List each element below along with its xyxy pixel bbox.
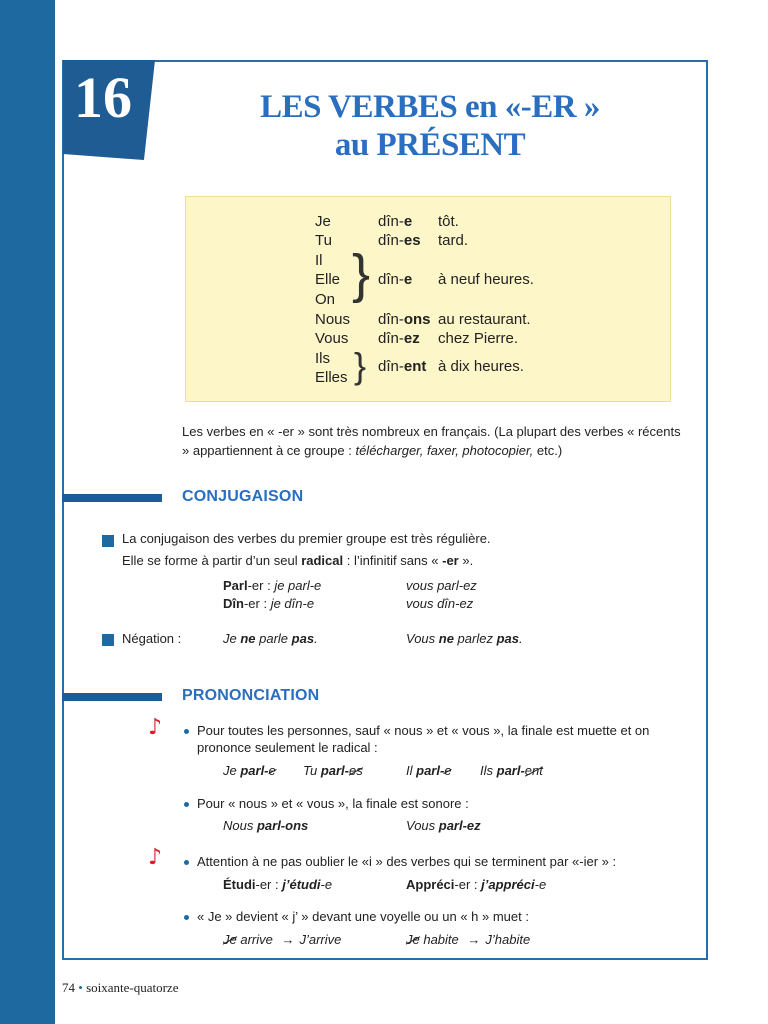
text: -er : bbox=[255, 877, 283, 892]
text: : l’infinitif sans « bbox=[343, 553, 443, 568]
page-frame bbox=[62, 60, 708, 960]
text: je parl-e bbox=[274, 578, 322, 593]
round-bullet bbox=[184, 729, 189, 734]
square-bullet bbox=[102, 634, 114, 646]
text: parl- bbox=[320, 763, 349, 778]
text: pas bbox=[496, 631, 519, 646]
verb-stem: dîn- bbox=[378, 213, 404, 230]
conj-verb bbox=[378, 330, 420, 347]
struck-ending: e bbox=[268, 763, 276, 778]
struck-ending: ent bbox=[524, 763, 543, 778]
text: Dîn bbox=[223, 596, 244, 611]
conj-verb bbox=[378, 232, 421, 249]
text: je dîn-e bbox=[270, 596, 315, 611]
pron-bullet-2-line: Pour « nous » et « vous », la finale est sonore : bbox=[197, 796, 469, 811]
verb-ending: es bbox=[403, 232, 421, 249]
struck-ending: e bbox=[444, 763, 452, 778]
example-apprecier bbox=[406, 877, 546, 892]
side-band bbox=[0, 0, 55, 1024]
section-heading-conjugaison: CONJUGAISON bbox=[182, 488, 304, 505]
conj-verb bbox=[378, 271, 412, 288]
round-bullet bbox=[184, 915, 189, 920]
text: -er : bbox=[247, 578, 275, 593]
text: ne bbox=[438, 631, 454, 646]
music-note-icon: ♪ bbox=[148, 715, 163, 740]
arrow-icon: → bbox=[281, 932, 295, 947]
text: ». bbox=[458, 553, 474, 568]
page-label: soixante-quatorze bbox=[86, 980, 179, 995]
example-nous-parlons bbox=[223, 818, 308, 833]
conj-pronoun: Nous bbox=[315, 311, 351, 328]
verb-stem: dîn- bbox=[378, 271, 404, 288]
conj-verb bbox=[378, 311, 431, 328]
section-heading-prononciation: PRONONCIATION bbox=[182, 687, 320, 704]
conjugaison-line-2 bbox=[122, 553, 473, 568]
conj-pronoun: Je bbox=[315, 213, 331, 230]
conj-pronoun: On bbox=[315, 291, 336, 308]
conj-pronoun: Elle bbox=[315, 271, 341, 288]
verb-ending: ez bbox=[403, 330, 420, 347]
example-jhabite bbox=[406, 932, 530, 947]
verb-ending: ons bbox=[403, 311, 431, 328]
text: . bbox=[518, 631, 523, 646]
negation-example-2 bbox=[406, 631, 523, 646]
text: Je bbox=[223, 763, 241, 778]
pron-bullet-3-line: Attention à ne pas oublier le «i » des verbes qui se terminent par «-ier » : bbox=[197, 854, 617, 869]
conj-verb bbox=[378, 213, 412, 230]
example-parler bbox=[223, 578, 321, 593]
text: parle bbox=[255, 631, 292, 646]
chapter-number: 16 bbox=[74, 65, 132, 130]
text: pas bbox=[291, 631, 315, 646]
conj-complement: tôt. bbox=[438, 213, 459, 230]
section-bar-conjugaison bbox=[62, 494, 162, 502]
conj-verb bbox=[378, 358, 426, 375]
text: -er : bbox=[243, 596, 271, 611]
text: Elle se forme à partir d’un seul bbox=[122, 553, 302, 568]
verb-ending: ent bbox=[403, 358, 427, 375]
silent-example bbox=[480, 763, 543, 778]
text: Je bbox=[223, 631, 241, 646]
text: parl-ons bbox=[256, 818, 309, 833]
conj-pronoun: Ils bbox=[315, 350, 330, 367]
page-title bbox=[160, 88, 700, 164]
text: ne bbox=[240, 631, 256, 646]
struck-pronoun: Je bbox=[406, 932, 420, 947]
text: j’appréci bbox=[481, 877, 535, 892]
text: j’étudi bbox=[282, 877, 321, 892]
text: Ils bbox=[480, 763, 497, 778]
text: Il bbox=[406, 763, 417, 778]
arrow-icon: → bbox=[467, 932, 481, 947]
text: parl-ez bbox=[438, 818, 481, 833]
text: -er : bbox=[454, 877, 482, 892]
text: Parl bbox=[223, 578, 248, 593]
conj-pronoun: Elles bbox=[315, 369, 348, 386]
text: J’habite bbox=[485, 932, 531, 947]
intro-part2: etc.) bbox=[533, 443, 563, 458]
verb-stem: dîn- bbox=[378, 232, 404, 249]
page-number: 74 bbox=[62, 980, 75, 995]
text: -e bbox=[534, 877, 547, 892]
text: Vous bbox=[406, 631, 439, 646]
verb-ending: e bbox=[403, 271, 413, 288]
pron-bullet-4-line: « Je » devient « j’ » devant une voyelle ou un « h » muet : bbox=[197, 909, 529, 924]
text: arrive bbox=[236, 932, 273, 947]
verb-stem: dîn- bbox=[378, 330, 404, 347]
text: vous parl-ez bbox=[406, 578, 477, 593]
conj-pronoun: Il bbox=[315, 252, 323, 269]
example-vous-dinez bbox=[406, 596, 473, 611]
ending-term: -er bbox=[442, 553, 459, 568]
example-etudier bbox=[223, 877, 332, 892]
page-footer bbox=[62, 980, 178, 996]
example-vous-parlez-2 bbox=[406, 818, 481, 833]
conj-pronoun: Vous bbox=[315, 330, 349, 347]
pron-bullet-1-line-1: Pour toutes les personnes, sauf « nous » et « vous », la finale est muette et on bbox=[197, 723, 650, 738]
title-line-2: au PRÉSENT bbox=[334, 127, 526, 163]
text: parlez bbox=[453, 631, 497, 646]
text: Appréci bbox=[406, 877, 455, 892]
brace-icon: } bbox=[354, 345, 367, 386]
text: -e bbox=[320, 877, 333, 892]
conj-pronoun: Tu bbox=[315, 232, 332, 249]
text: parl- bbox=[496, 763, 525, 778]
example-vous-parlez bbox=[406, 578, 477, 593]
verb-ending: e bbox=[403, 213, 413, 230]
text: vous dîn-ez bbox=[406, 596, 474, 611]
brace-icon: } bbox=[352, 244, 371, 304]
conj-complement: à neuf heures. bbox=[438, 271, 534, 288]
title-line-1: LES VERBES en «-ER » bbox=[260, 89, 600, 125]
text: Vous bbox=[406, 818, 439, 833]
text: parl- bbox=[416, 763, 445, 778]
text: parl- bbox=[240, 763, 269, 778]
round-bullet bbox=[184, 860, 189, 865]
round-bullet bbox=[184, 802, 189, 807]
conjugaison-line-1: La conjugaison des verbes du premier groupe est très régulière. bbox=[122, 531, 491, 546]
text: J’arrive bbox=[299, 932, 342, 947]
silent-example bbox=[406, 763, 452, 778]
negation-label: Négation : bbox=[122, 631, 182, 646]
intro-part1: Les verbes en « -er » sont très nombreux en français. (La plupart des verbes « récents » appartiennent à ce groupe : bbox=[182, 424, 681, 458]
square-bullet bbox=[102, 535, 114, 547]
conj-complement: à dix heures. bbox=[438, 358, 524, 375]
intro-examples: télécharger, faxer, photocopier, bbox=[355, 443, 534, 458]
intro-paragraph bbox=[182, 422, 682, 460]
verb-stem: dîn- bbox=[378, 311, 404, 328]
example-diner bbox=[223, 596, 314, 611]
conj-complement: au restaurant. bbox=[438, 311, 531, 328]
example-jarrive bbox=[223, 932, 341, 947]
silent-example bbox=[223, 763, 276, 778]
conj-complement: tard. bbox=[438, 232, 469, 249]
text: habite bbox=[419, 932, 459, 947]
verb-stem: dîn- bbox=[378, 358, 404, 375]
struck-pronoun: Je bbox=[223, 932, 237, 947]
text: Tu bbox=[303, 763, 321, 778]
conjugation-box bbox=[185, 196, 671, 402]
conj-complement: chez Pierre. bbox=[438, 330, 519, 347]
negation-example-1 bbox=[223, 631, 318, 646]
text: Étudi bbox=[223, 877, 256, 892]
radical-term: radical bbox=[301, 553, 344, 568]
text: . bbox=[314, 631, 318, 646]
pron-bullet-1-line-2: prononce seulement le radical : bbox=[197, 740, 378, 755]
silent-example bbox=[303, 763, 363, 778]
struck-ending: es bbox=[349, 763, 363, 778]
footer-bullet: • bbox=[78, 980, 83, 995]
text: Nous bbox=[223, 818, 257, 833]
section-bar-prononciation bbox=[62, 693, 162, 701]
music-note-icon: ♪ bbox=[148, 845, 163, 870]
